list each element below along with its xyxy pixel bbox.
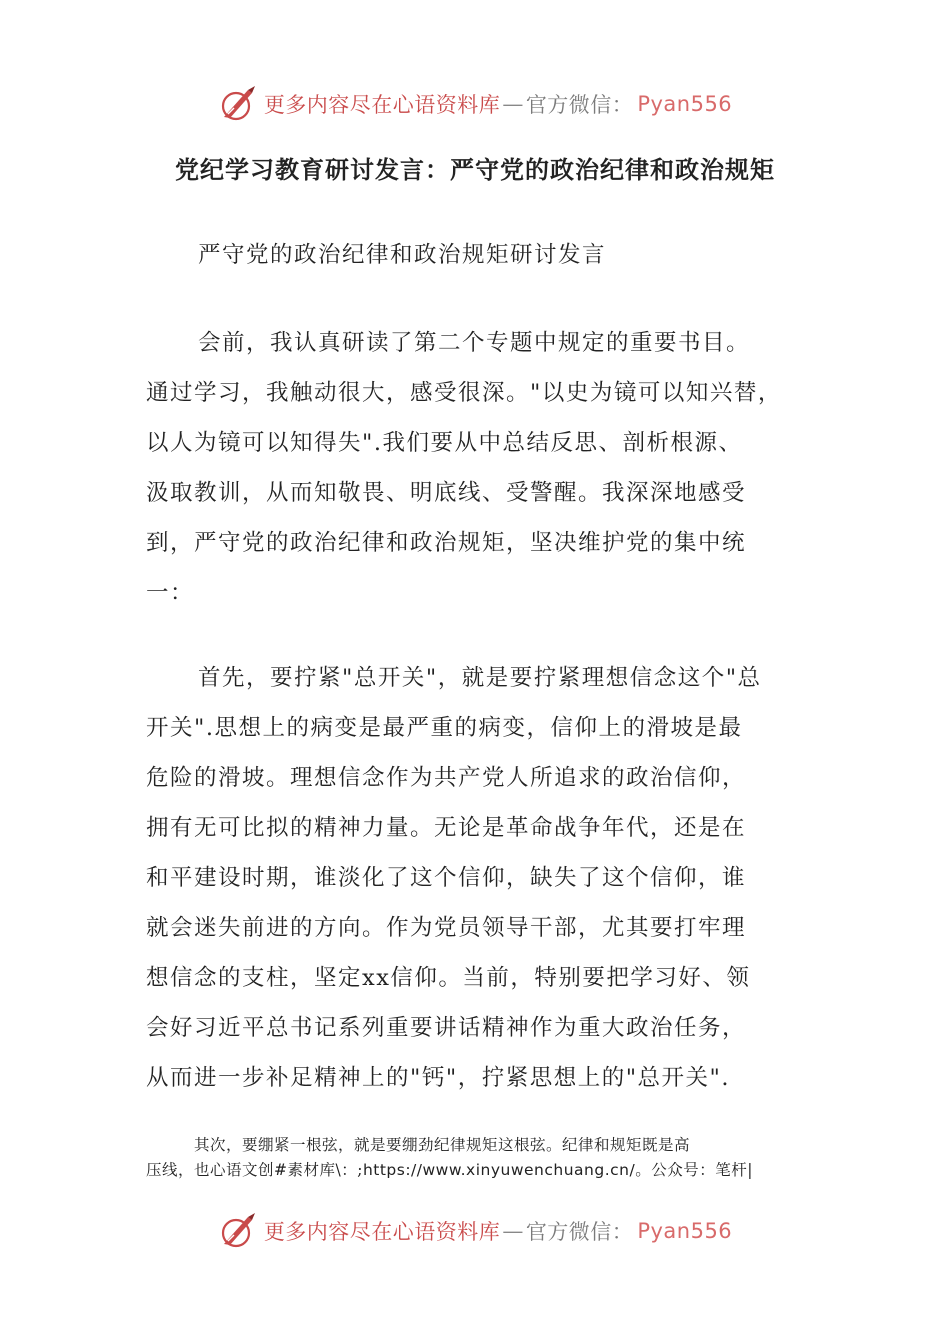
banner-text: 更多内容尽在心语资料库 xyxy=(263,1220,501,1244)
paragraph-line: 想信念的支柱，坚定xx信仰。当前，特别要把学习好、领 xyxy=(146,965,751,991)
paragraph-line: 危险的滑坡。理想信念作为共产党人所追求的政治信仰， xyxy=(146,765,747,791)
paragraph-line: 汲取教训，从而知敬畏、明底线、受警醒。我深深地感受 xyxy=(146,480,747,506)
banner-text: 更多内容尽在心语资料库 xyxy=(263,93,501,117)
small-line-prefix: 压线，也心语文创#素材库\：; xyxy=(146,1161,363,1179)
small-paragraph-line: 其次，要绷紧一根弦，就是要绷劲纪律规矩这根弦。纪律和规矩既是高 xyxy=(194,1136,691,1154)
paragraph-line: 会前，我认真研读了第二个专题中规定的重要书目。 xyxy=(198,330,751,356)
paragraph-line: 到，严守党的政治纪律和政治规矩，坚决维护党的集中统 xyxy=(146,530,747,556)
paragraph-line: 开关".思想上的病变是最严重的病变，信仰上的滑坡是最 xyxy=(146,715,743,741)
banner-label: 官方微信： xyxy=(525,1220,634,1244)
banner-separator: — xyxy=(502,92,524,116)
paragraph-line: 从而进一步补足精神上的"钙"，拧紧思想上的"总开关". xyxy=(146,1065,731,1091)
paragraph-line: 就会迷失前进的方向。作为党员领导干部，尤其要打牢理 xyxy=(146,915,747,941)
document-title: 党纪学习教育研讨发言：严守党的政治纪律和政治规矩 xyxy=(175,155,775,184)
paragraph-line: 拥有无可比拟的精神力量。无论是革命战争年代，还是在 xyxy=(146,815,747,841)
small-line-suffix: 。公众号：笔杆| xyxy=(635,1161,753,1179)
paragraph-line: 一： xyxy=(146,580,195,606)
paragraph-line: 首先，要拧紧"总开关"，就是要拧紧理想信念这个"总 xyxy=(198,665,762,691)
banner-label: 官方微信： xyxy=(525,93,634,117)
paragraph-line: 和平建设时期，谁淡化了这个信仰，缺失了这个信仰，谁 xyxy=(146,865,747,891)
small-paragraph-line xyxy=(146,1158,826,1183)
small-paragraph xyxy=(146,1133,826,1183)
paragraph-line: 以人为镜可以知得失".我们要从中总结反思、剖析根源、 xyxy=(146,430,743,456)
document-subtitle: 严守党的政治纪律和政治规矩研讨发言 xyxy=(198,242,607,268)
banner-separator: — xyxy=(502,1219,524,1243)
website-link[interactable]: https://www.xinyuwenchuang.cn/ xyxy=(362,1161,636,1179)
quill-logo-icon xyxy=(218,84,258,124)
paragraph-2 xyxy=(146,653,814,1103)
footer-banner xyxy=(0,1207,950,1255)
quill-logo-icon xyxy=(218,1211,258,1251)
paragraph-line: 通过学习，我触动很大，感受很深。"以史为镜可以知兴替， xyxy=(146,380,782,406)
banner-handle: Pyan556 xyxy=(637,1219,733,1243)
banner-handle: Pyan556 xyxy=(637,92,733,116)
header-banner xyxy=(0,80,950,128)
paragraph-1 xyxy=(146,318,814,618)
paragraph-line: 会好习近平总书记系列重要讲话精神作为重大政治任务， xyxy=(146,1015,747,1041)
